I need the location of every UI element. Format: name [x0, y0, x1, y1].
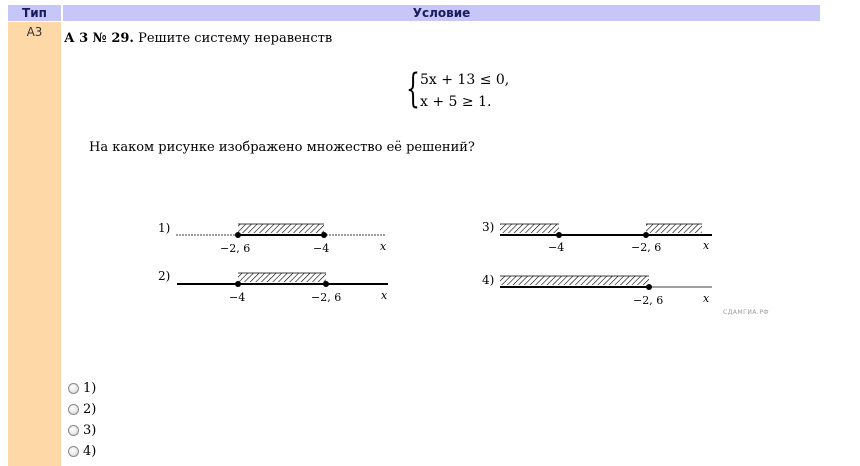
answer-option-3[interactable]: [68, 420, 96, 441]
figure-3-tick-left: −4: [548, 241, 565, 254]
figure-1-tick-right: −4: [313, 242, 330, 255]
figure-3: [482, 220, 712, 254]
figure-3-point-right: [643, 232, 649, 238]
figure-1-point-left: [235, 232, 241, 238]
answer-figures: [150, 212, 720, 312]
question-text: На каком рисунке изображено множество её решений?: [89, 140, 475, 155]
answer-options: [68, 378, 96, 462]
figure-2-point-right: [323, 281, 329, 287]
figure-3-hatch-right: [646, 224, 702, 233]
radio-button-4[interactable]: [68, 446, 79, 457]
figure-1: [158, 221, 387, 255]
figure-2-tick-left: −4: [229, 291, 246, 304]
answer-label-1: 1): [83, 381, 97, 396]
column-header-type: Тип: [8, 5, 61, 21]
figure-4-axis-var: x: [703, 292, 710, 305]
figure-2-label: 2): [158, 269, 171, 283]
figure-2-tick-right: −2, 6: [311, 291, 342, 304]
figure-3-hatch-left: [500, 224, 559, 233]
answer-label-4: 4): [83, 444, 97, 459]
answer-label-2: 2): [83, 402, 97, 417]
answer-option-4[interactable]: [68, 441, 96, 462]
figure-1-point-right: [321, 232, 327, 238]
figure-4-tick: −2, 6: [633, 294, 664, 307]
site-watermark: СДАМГИА.РФ: [723, 309, 770, 316]
figure-3-tick-right: −2, 6: [631, 241, 662, 254]
radio-button-1[interactable]: [68, 383, 79, 394]
inequality-system: [406, 68, 516, 118]
figure-4-label: 4): [482, 273, 495, 287]
figure-1-axis-var: x: [380, 240, 387, 253]
answer-option-2[interactable]: [68, 399, 96, 420]
inequality-1: 5x + 13 ≤ 0,: [420, 72, 510, 88]
type-column: [8, 22, 61, 466]
problem-statement: [64, 31, 332, 46]
figure-3-axis-var: x: [703, 239, 710, 252]
answer-label-3: 3): [83, 423, 97, 438]
figure-2-axis-var: x: [381, 289, 388, 302]
figure-2-point-left: [235, 281, 241, 287]
figure-1-label: 1): [158, 221, 171, 235]
column-header-condition: Условие: [63, 5, 820, 21]
radio-button-2[interactable]: [68, 404, 79, 415]
system-brace: {: [406, 66, 420, 112]
figure-2: [158, 269, 388, 304]
figure-3-label: 3): [482, 220, 495, 234]
figure-4-point: [646, 284, 652, 290]
figure-4: [482, 273, 712, 307]
figure-1-tick-left: −2, 6: [220, 242, 251, 255]
problem-number: А 3 № 29.: [64, 31, 134, 46]
inequality-2: x + 5 ≥ 1.: [420, 94, 492, 110]
figure-3-point-left: [556, 232, 562, 238]
radio-button-3[interactable]: [68, 425, 79, 436]
figure-1-hatch: [238, 224, 324, 233]
figure-4-hatch: [500, 276, 649, 285]
answer-option-1[interactable]: [68, 378, 96, 399]
problem-text: Решите систему неравенств: [133, 31, 333, 46]
task-type-code: А3: [26, 25, 43, 39]
figure-2-hatch: [238, 273, 326, 282]
